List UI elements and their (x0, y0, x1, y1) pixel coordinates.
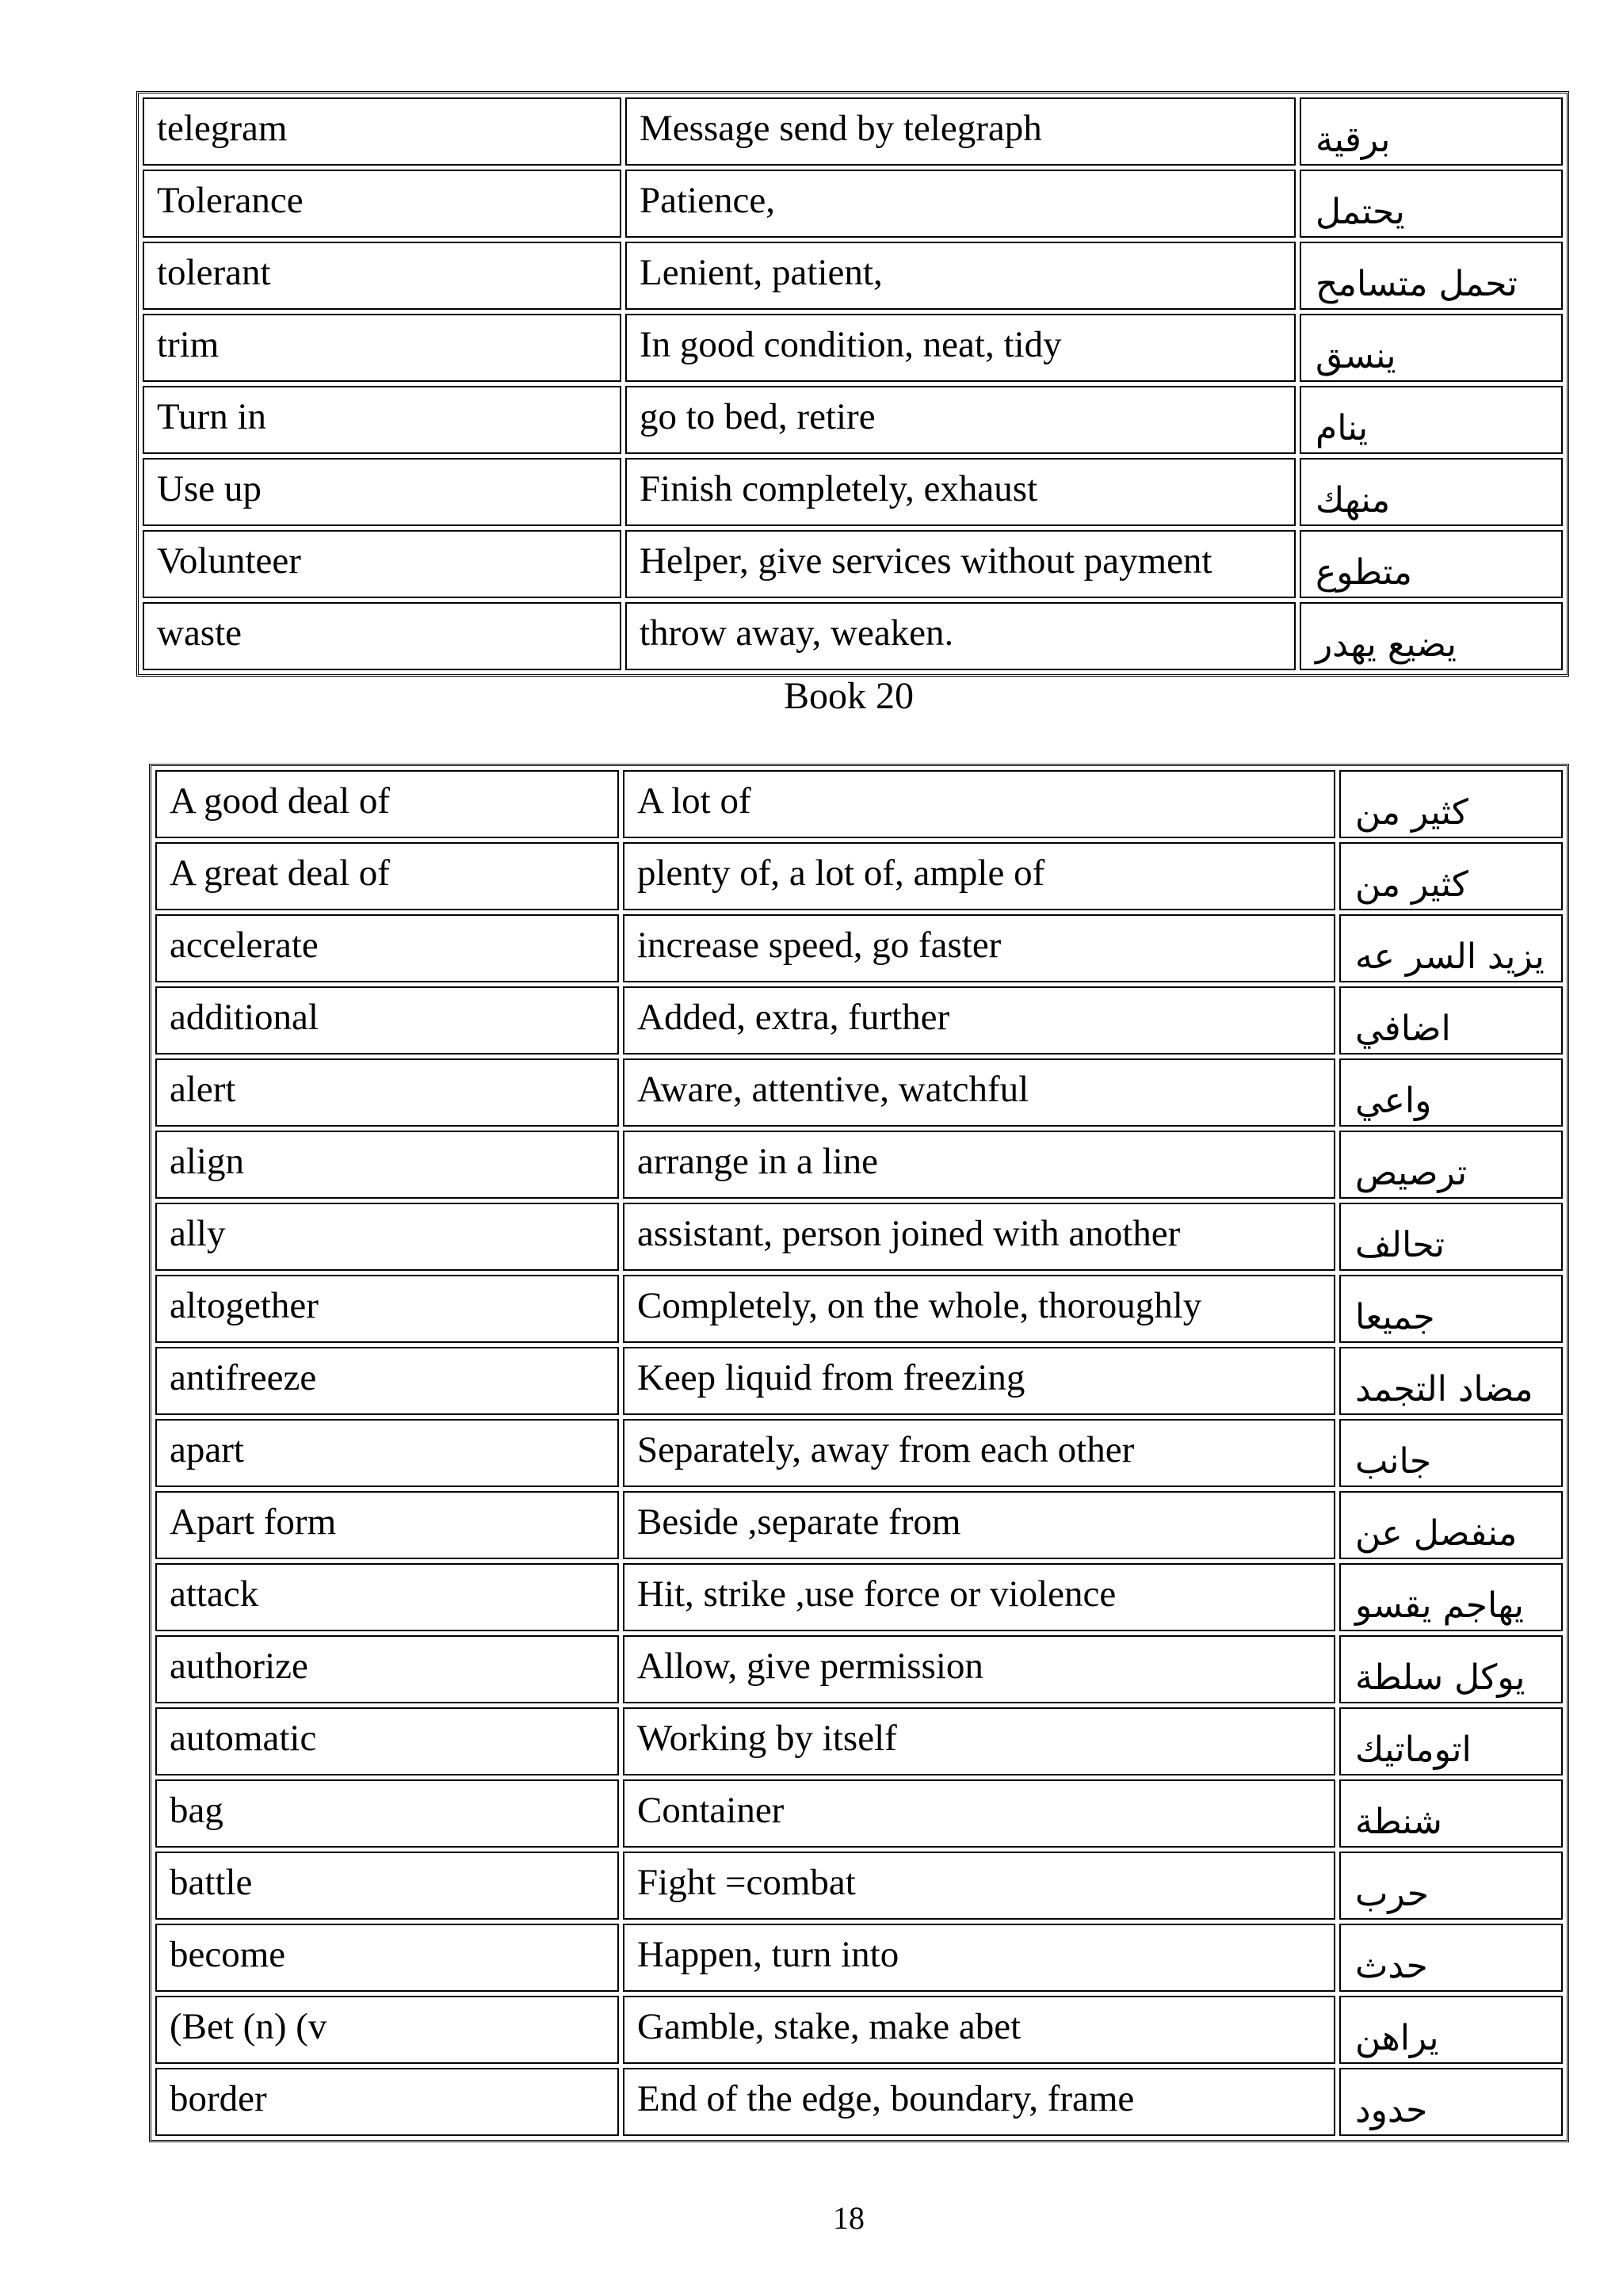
arabic-translation-cell: ترصيص (1339, 1131, 1563, 1199)
definition-cell: assistant, person joined with another (623, 1203, 1335, 1271)
table-row (143, 97, 1563, 166)
table-row (143, 242, 1563, 310)
arabic-translation-cell: منهك (1300, 458, 1563, 526)
english-word-cell: become (155, 1924, 619, 1992)
arabic-translation-cell: ينسق (1300, 314, 1563, 382)
arabic-translation-cell: جميعا (1339, 1275, 1563, 1343)
arabic-translation-cell: شنطة (1339, 1779, 1563, 1848)
english-word-cell: alert (155, 1058, 619, 1127)
definition-cell: Gamble, stake, make abet (623, 1996, 1335, 2064)
definition-cell: Added, extra, further (623, 986, 1335, 1055)
arabic-translation-cell: جانب (1339, 1419, 1563, 1487)
english-word-cell: antifreeze (155, 1347, 619, 1415)
definition-cell: Message send by telegraph (625, 97, 1296, 166)
table-row (155, 1058, 1563, 1127)
english-word-cell: telegram (143, 97, 621, 166)
english-word-cell: ally (155, 1203, 619, 1271)
arabic-translation-cell: منفصل عن (1339, 1491, 1563, 1559)
table-row (143, 530, 1563, 598)
arabic-translation-cell: يحتمل (1300, 170, 1563, 238)
table-row (155, 1419, 1563, 1487)
english-word-cell: tolerant (143, 242, 621, 310)
table-row (155, 1779, 1563, 1848)
arabic-translation-cell: اضافي (1339, 986, 1563, 1055)
arabic-translation-cell: برقية (1300, 97, 1563, 166)
table-row (143, 314, 1563, 382)
arabic-translation-cell: يهاجم يقسو (1339, 1563, 1563, 1631)
page-number: 18 (833, 2200, 865, 2236)
english-word-cell: Apart form (155, 1491, 619, 1559)
table-row (155, 1491, 1563, 1559)
english-word-cell: border (155, 2068, 619, 2136)
vocabulary-table-2 (149, 764, 1569, 2142)
english-word-cell: A good deal of (155, 770, 619, 838)
table-row (155, 2068, 1563, 2136)
english-word-cell: waste (143, 602, 621, 670)
english-word-cell: automatic (155, 1707, 619, 1775)
english-word-cell: Tolerance (143, 170, 621, 238)
definition-cell: arrange in a line (623, 1131, 1335, 1199)
definition-cell: Beside ,separate from (623, 1491, 1335, 1559)
book-heading: Book 20 (783, 675, 914, 717)
arabic-translation-cell: حدث (1339, 1924, 1563, 1992)
table-row (155, 1275, 1563, 1343)
definition-cell: Happen, turn into (623, 1924, 1335, 1992)
english-word-cell: authorize (155, 1635, 619, 1703)
definition-cell: Allow, give permission (623, 1635, 1335, 1703)
english-word-cell: (Bet (n) (v (155, 1996, 619, 2064)
definition-cell: Hit, strike ,use force or violence (623, 1563, 1335, 1631)
english-word-cell: altogether (155, 1275, 619, 1343)
english-word-cell: apart (155, 1419, 619, 1487)
table-row (155, 914, 1563, 982)
arabic-translation-cell: يضيع يهدر (1300, 602, 1563, 670)
definition-cell: plenty of, a lot of, ample of (623, 842, 1335, 910)
arabic-translation-cell: ينام (1300, 386, 1563, 454)
arabic-translation-cell: تحمل متسامح (1300, 242, 1563, 310)
table-row (155, 1131, 1563, 1199)
table-row (155, 842, 1563, 910)
vocabulary-table-2-body (155, 770, 1563, 2136)
table-row (143, 170, 1563, 238)
english-word-cell: A great deal of (155, 842, 619, 910)
english-word-cell: accelerate (155, 914, 619, 982)
definition-cell: End of the edge, boundary, frame (623, 2068, 1335, 2136)
english-word-cell: Volunteer (143, 530, 621, 598)
table-row (143, 386, 1563, 454)
definition-cell: Patience, (625, 170, 1296, 238)
definition-cell: Lenient, patient, (625, 242, 1296, 310)
table-row (143, 458, 1563, 526)
vocabulary-table-1 (136, 91, 1569, 677)
table-row (143, 602, 1563, 670)
english-word-cell: bag (155, 1779, 619, 1848)
table-row (155, 1347, 1563, 1415)
vocabulary-table-1-body (143, 97, 1563, 670)
english-word-cell: align (155, 1131, 619, 1199)
table-row (155, 1635, 1563, 1703)
arabic-translation-cell: يراهن (1339, 1996, 1563, 2064)
table-row (155, 986, 1563, 1055)
table-row (155, 1203, 1563, 1271)
definition-cell: increase speed, go faster (623, 914, 1335, 982)
english-word-cell: attack (155, 1563, 619, 1631)
table-row (155, 1996, 1563, 2064)
definition-cell: In good condition, neat, tidy (625, 314, 1296, 382)
table-row (155, 1852, 1563, 1920)
definition-cell: Container (623, 1779, 1335, 1848)
definition-cell: A lot of (623, 770, 1335, 838)
arabic-translation-cell: يوكل سلطة (1339, 1635, 1563, 1703)
definition-cell: Separately, away from each other (623, 1419, 1335, 1487)
table-row (155, 1707, 1563, 1775)
english-word-cell: additional (155, 986, 619, 1055)
table-row (155, 1924, 1563, 1992)
arabic-translation-cell: كثير من (1339, 770, 1563, 838)
arabic-translation-cell: تحالف (1339, 1203, 1563, 1271)
english-word-cell: trim (143, 314, 621, 382)
definition-cell: Finish completely, exhaust (625, 458, 1296, 526)
definition-cell: Fight =combat (623, 1852, 1335, 1920)
definition-cell: Keep liquid from freezing (623, 1347, 1335, 1415)
definition-cell: Aware, attentive, watchful (623, 1058, 1335, 1127)
arabic-translation-cell: حرب (1339, 1852, 1563, 1920)
english-word-cell: Use up (143, 458, 621, 526)
definition-cell: Helper, give services without payment (625, 530, 1296, 598)
table-row (155, 1563, 1563, 1631)
arabic-translation-cell: يزيد السر عه (1339, 914, 1563, 982)
arabic-translation-cell: واعي (1339, 1058, 1563, 1127)
definition-cell: Completely, on the whole, thoroughly (623, 1275, 1335, 1343)
definition-cell: Working by itself (623, 1707, 1335, 1775)
arabic-translation-cell: مضاد التجمد (1339, 1347, 1563, 1415)
arabic-translation-cell: اتوماتيك (1339, 1707, 1563, 1775)
english-word-cell: battle (155, 1852, 619, 1920)
english-word-cell: Turn in (143, 386, 621, 454)
definition-cell: go to bed, retire (625, 386, 1296, 454)
arabic-translation-cell: حدود (1339, 2068, 1563, 2136)
arabic-translation-cell: كثير من (1339, 842, 1563, 910)
table-row (155, 770, 1563, 838)
definition-cell: throw away, weaken. (625, 602, 1296, 670)
arabic-translation-cell: متطوع (1300, 530, 1563, 598)
